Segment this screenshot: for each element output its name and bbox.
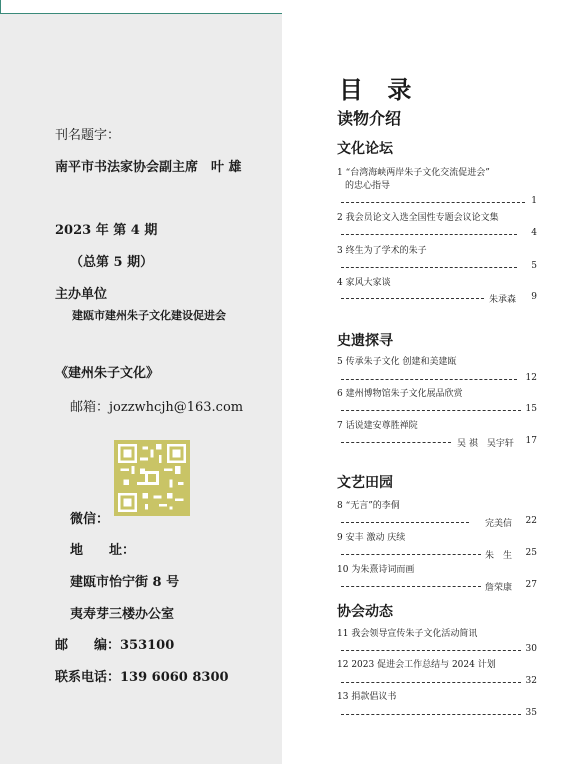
- toc-leader-row: [337, 261, 537, 273]
- toc-entry-title: 1 “台湾海峡两岸朱子文化交流促进会”: [337, 168, 490, 178]
- toc-entry-page: 27: [525, 580, 537, 590]
- toc-entry-page: 9: [531, 292, 537, 302]
- toc-entry-title: 5 传承朱子文化 创建和美建瓯: [337, 357, 457, 367]
- toc-entry-title: 9 安丰 激动 庆续: [337, 533, 406, 543]
- toc-leader-row: [337, 436, 537, 448]
- postcode: 邮 编：353100: [55, 638, 175, 653]
- total-issue: （总第 5 期）: [70, 255, 154, 270]
- toc-entry-page: 12: [525, 373, 537, 383]
- toc-entry-page: 25: [525, 548, 537, 558]
- toc-leader-row: [337, 228, 537, 240]
- toc-leader-row: [337, 644, 537, 656]
- toc-leader-row: [337, 708, 537, 720]
- toc-leader-row: [337, 404, 537, 416]
- category-heading: 史遗探寻: [337, 333, 393, 349]
- toc-entry-title: 13 捐款倡议书: [337, 692, 397, 702]
- toc-leader-row: [337, 373, 537, 385]
- calligrapher: 南平市书法家协会副主席 叶 雄: [55, 160, 242, 175]
- toc-title: 目 录: [339, 75, 420, 104]
- toc-leader-row: [337, 516, 537, 528]
- address-label: 地 址：: [70, 543, 136, 558]
- toc-leader-row: [337, 292, 537, 304]
- toc-entry-page: 4: [531, 228, 537, 238]
- toc-entry-title: 11 我会领导宣传朱子文化活动简讯: [337, 629, 478, 639]
- toc-entry-title: 3 终生为了学术的朱子: [337, 246, 427, 256]
- sponsor-name: 建瓯市建州朱子文化建设促进会: [72, 309, 226, 322]
- top-frame: [0, 0, 282, 14]
- title-calligraphy-label: 刊名题字：: [55, 128, 121, 143]
- toc-entry-title: 10 为朱熹诗词而画: [337, 565, 415, 575]
- email: 邮箱：jozzwhcjh@163.com: [70, 400, 244, 415]
- issue-number: 2023 年 第 4 期: [55, 223, 158, 238]
- toc-entry-page: 35: [525, 708, 537, 718]
- category-heading: 协会动态: [337, 604, 393, 620]
- toc-entry-title: 2 我会员论文入选全国性专题会议论文集: [337, 213, 499, 223]
- toc-entry-author: 詹荣康: [485, 583, 513, 593]
- category-heading: 文化论坛: [337, 141, 393, 157]
- toc-entry-page: 30: [525, 644, 537, 654]
- toc-leader-row: [337, 580, 537, 592]
- toc-entry-page: 15: [525, 404, 537, 414]
- toc-leader-row: [337, 548, 537, 560]
- toc-entry-page: 32: [525, 676, 537, 686]
- sponsor-label: 主办单位: [55, 287, 108, 302]
- toc-entry-title: 8 “无言”的李侗: [337, 501, 400, 511]
- toc-entry-page: 5: [531, 261, 537, 271]
- toc-entry-author: 朱 生: [485, 551, 513, 561]
- address-line-2: 夷寿芽三楼办公室: [70, 607, 175, 622]
- toc-entry-page: 17: [525, 436, 537, 446]
- toc-entry-page: 22: [525, 516, 537, 526]
- category-heading: 文艺田园: [337, 475, 393, 491]
- toc-entry-page: 1: [531, 196, 537, 206]
- toc-entry-title: 12 2023 促进会工作总结与 2024 计划: [337, 660, 496, 670]
- journal-name: 《建州朱子文化》: [55, 366, 160, 381]
- toc-entry-title-cont: 的忠心指导: [345, 181, 391, 191]
- toc-section-title: 读物介绍: [337, 109, 402, 128]
- toc-entry-author: 吴 祺 吴宇轩: [457, 439, 514, 449]
- wechat-label: 微信：: [70, 512, 110, 527]
- address-line-1: 建瓯市怡宁街 8 号: [70, 575, 180, 590]
- toc-entry-title: 7 话说建安尊胜禅院: [337, 421, 418, 431]
- toc-leader-row: [337, 196, 537, 208]
- toc-entry-author: 完美信: [485, 519, 513, 529]
- phone: 联系电话：139 6060 8300: [55, 670, 229, 685]
- toc-leader-row: [337, 676, 537, 688]
- toc-entry-author: 朱承森: [489, 295, 517, 305]
- toc-entry-title: 4 家风大家谈: [337, 278, 391, 288]
- toc-entry-title: 6 建州博物馆朱子文化展品欣赏: [337, 389, 463, 399]
- wechat-qr-code: [114, 440, 190, 516]
